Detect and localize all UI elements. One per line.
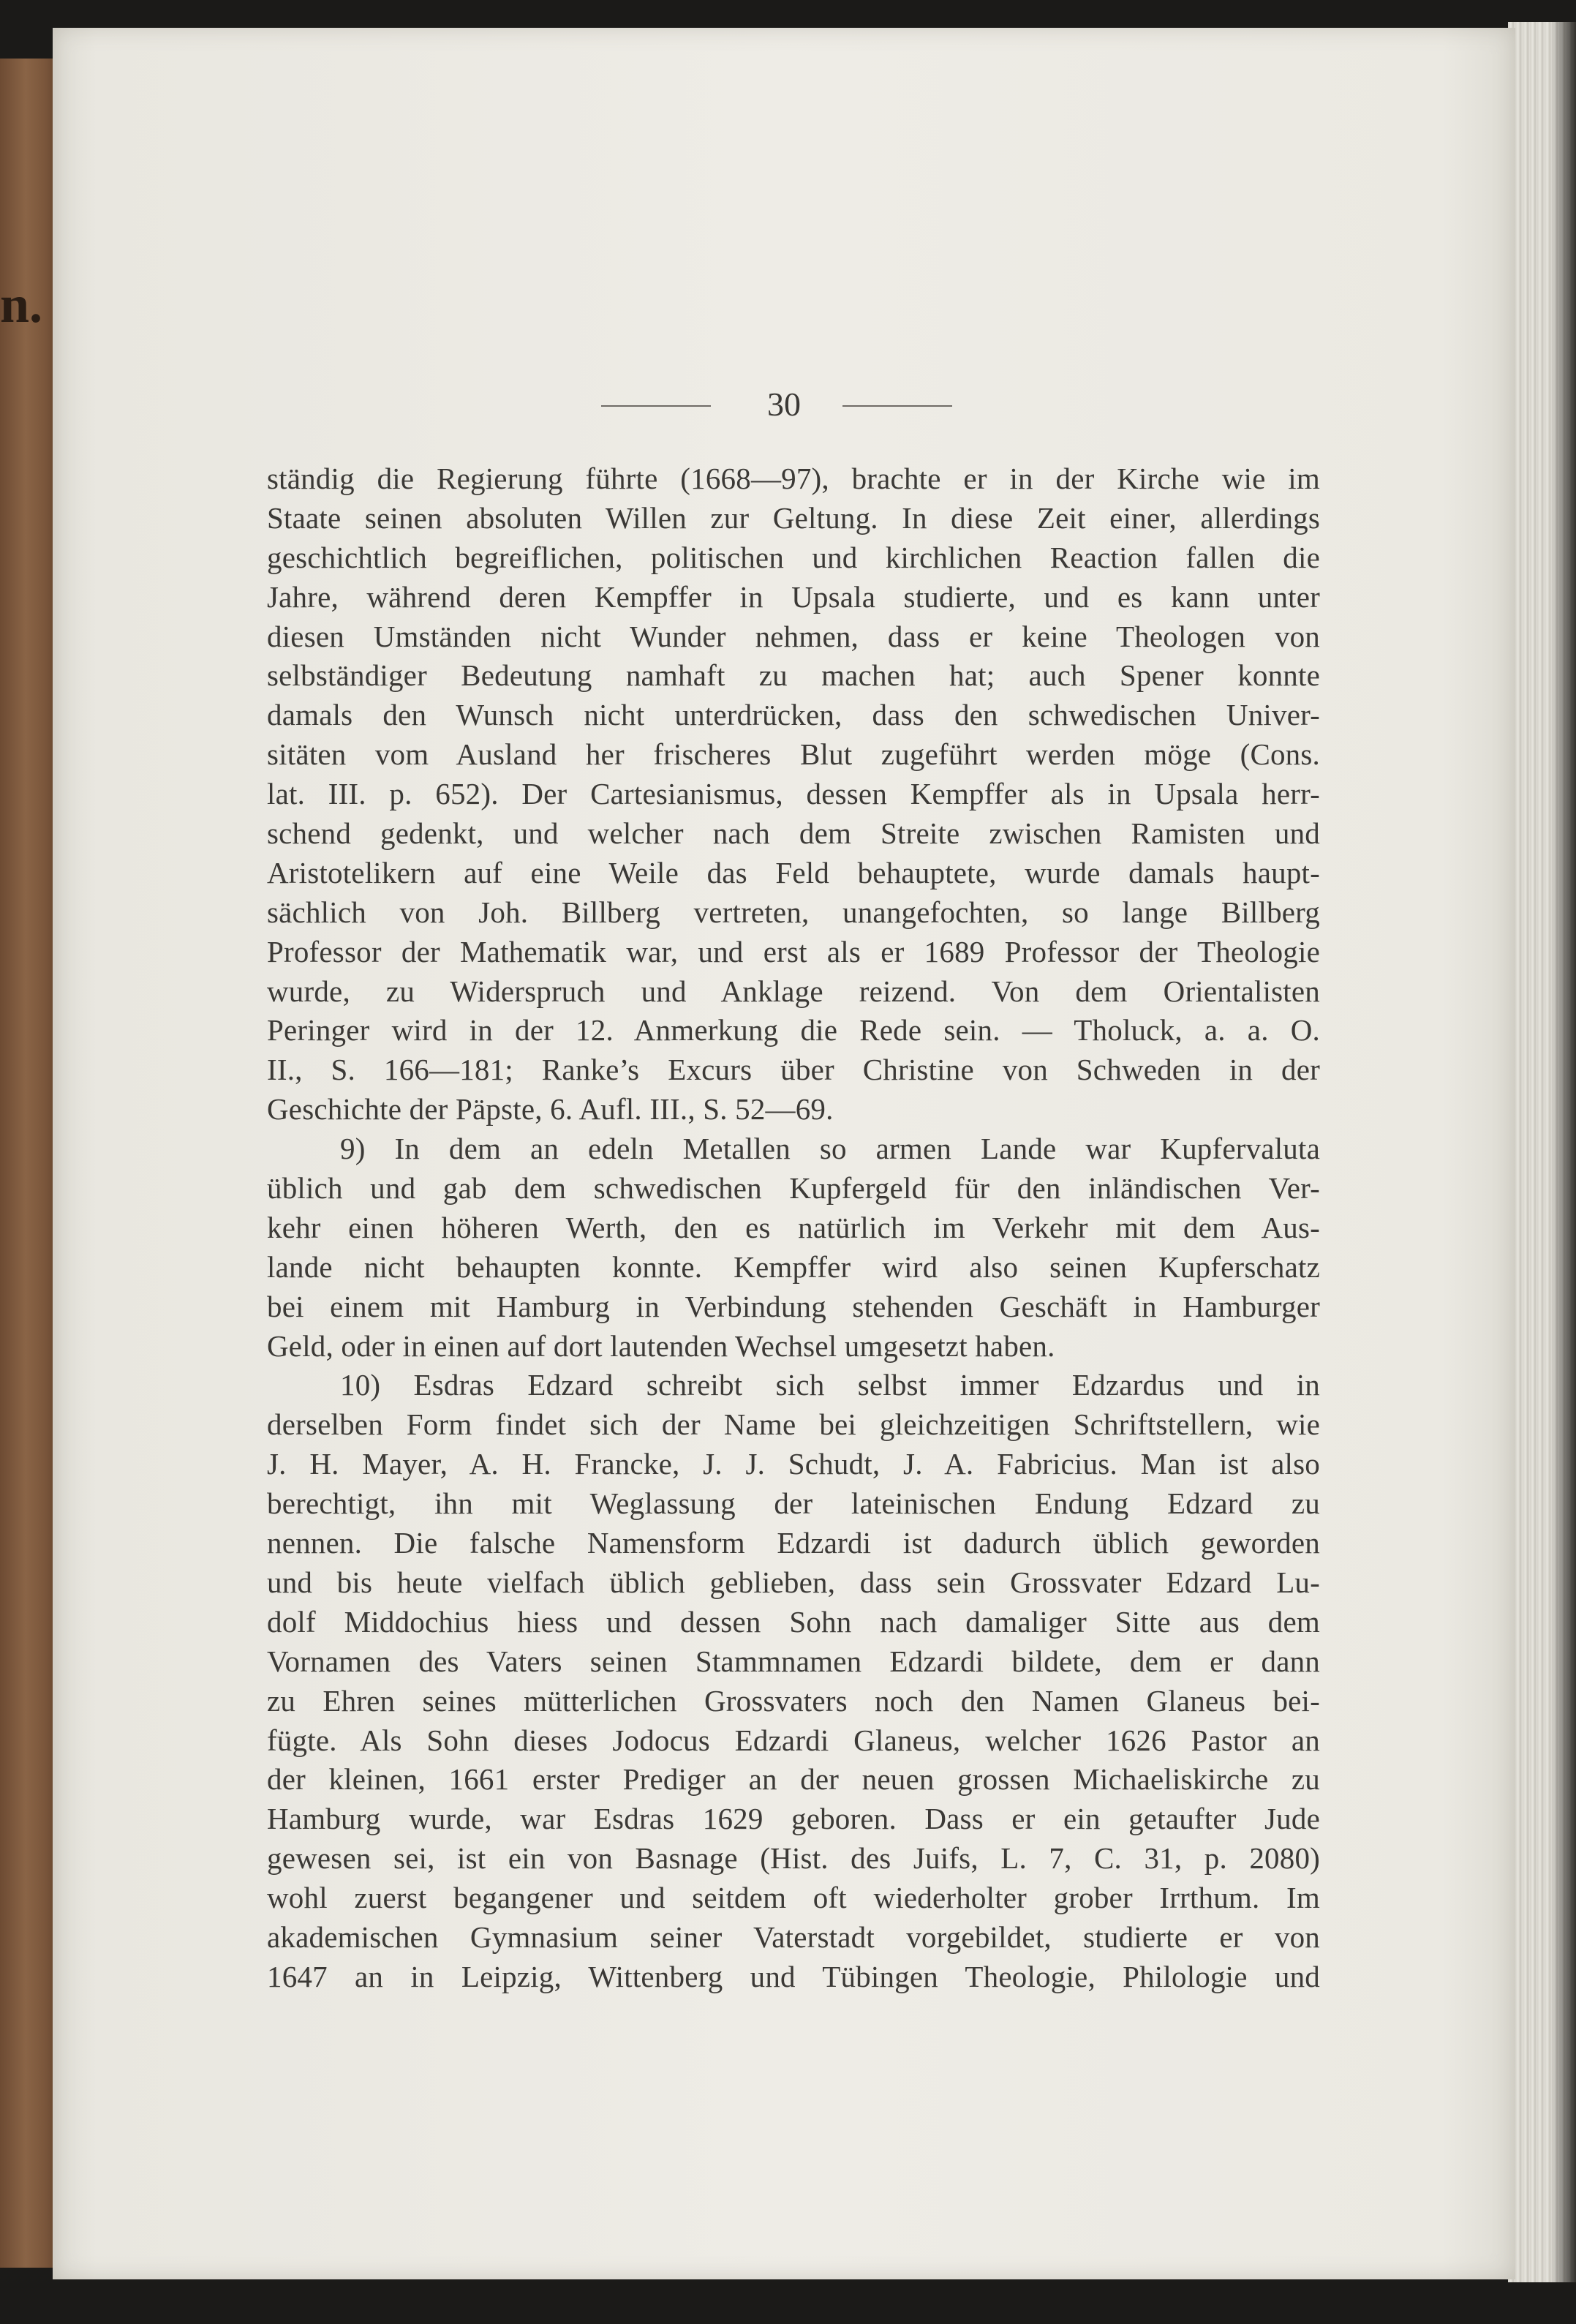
text-line: der kleinen, 1661 erster Prediger an der neuen grossen Michaeliskirche zu [267,1762,1320,1797]
text-line: Hamburg wurde, war Esdras 1629 geboren. Dass er ein getaufter Jude [267,1802,1320,1836]
text-line: ständig die Regierung führte (1668—97), brachte er in der Kirche wie im [267,462,1320,495]
text-line: nennen. Die falsche Namensform Edzardi ist dadurch üblich geworden [267,1526,1320,1560]
text-line: 1647 an in Leipzig, Wittenberg und Tübingen Theologie, Philologie und [267,1959,1320,1993]
text-line: J. H. Mayer, A. H. Francke, J. J. Schudt, J. A. Fabricius. Man ist also [267,1447,1320,1481]
text-line: akademischen Gymnasium seiner Vaterstadt vorgebildet, studierte er von [267,1919,1320,1954]
footnote-10-start: 10) Esdras Edzard schreibt sich selbst immer Edzardus und in [340,1368,1320,1402]
text-line: Jahre, während deren Kempffer in Upsala studierte, und es kann unter [267,579,1320,614]
text-line: schend gedenkt, und welcher nach dem Streite zwischen Ramisten und [267,816,1320,851]
text-line: diesen Umständen nicht Wunder nehmen, dass er keine Theologen von [267,619,1320,653]
page-edge-shadow [1550,22,1576,2282]
footnote-9-start: 9) In dem an edeln Metallen so armen Lande war Kupfervaluta [340,1132,1320,1166]
text-line: wohl zuerst begangener und seitdem oft wiederholter grober Irrthum. Im [267,1881,1320,1915]
text-line: kehr einen höheren Werth, den es natürlich im Verkehr mit dem Aus- [267,1210,1320,1244]
text-line: lat. III. p. 652). Der Cartesianismus, dessen Kempffer als in Upsala herr- [267,777,1320,811]
text-line: zu Ehren seines mütterlichen Grossvaters noch den Namen Glaneus bei- [267,1683,1320,1718]
text-line: Professor der Mathematik war, und erst als er 1689 Professor der Theologie [267,934,1320,969]
page-header [601,379,967,430]
text-line: sitäten vom Ausland her frischeres Blut zugeführt werden möge (Cons. [267,737,1320,772]
binding-text-fragment: n. [0,275,43,334]
text-line: Vornamen des Vaters seinen Stammnamen Edzardi bildete, dem er dann [267,1644,1320,1678]
text-line: derselben Form findet sich der Name bei gleichzeitigen Schriftstellern, wie [267,1407,1320,1442]
header-rule-left [601,405,711,407]
header-rule-right [842,405,952,407]
text-line: sächlich von Joh. Billberg vertreten, unangefochten, so lange Billberg [267,895,1320,929]
text-line: Peringer wird in der 12. Anmerkung die Rede sein. — Tholuck, a. a. O. [267,1013,1320,1048]
text-line: Geschichte der Päpste, 6. Aufl. III., S. 52—69. [267,1092,834,1127]
body-text [267,459,1320,1997]
text-line: dolf Middochius hiess und dessen Sohn nach damaliger Sitte aus dem [267,1604,1320,1639]
text-line: üblich und gab dem schwedischen Kupfergeld für den inländischen Ver- [267,1171,1320,1206]
text-line: Aristotelikern auf eine Weile das Feld behauptete, wurde damals haupt- [267,855,1320,890]
text-line: geschichtlich begreiflichen, politischen und kirchlichen Reaction fallen die [267,540,1320,574]
text-line: und bis heute vielfach üblich geblieben, dass sein Grossvater Edzard Lu- [267,1565,1320,1599]
text-line: damals den Wunsch nicht unterdrücken, dass den schwedischen Univer- [267,698,1320,732]
text-line: gewesen sei, ist ein von Basnage (Hist. des Juifs, L. 7, C. 31, p. 2080) [267,1841,1320,1876]
text-line: selbständiger Bedeutung namhaft zu machen hat; auch Spener konnte [267,658,1320,693]
text-line: wurde, zu Widerspruch und Anklage reizend. Von dem Orientalisten [267,974,1320,1008]
text-line: Staate seinen absoluten Willen zur Geltung. In diese Zeit einer, allerdings [267,500,1320,535]
text-line: berechtigt, ihn mit Weglassung der lateinischen Endung Edzard zu [267,1486,1320,1521]
text-line: bei einem mit Hamburg in Verbindung stehenden Geschäft in Hamburger [267,1289,1320,1323]
text-line: Geld, oder in einen auf dort lautenden Wechsel umgesetzt haben. [267,1328,1055,1363]
page-number: 30 [767,386,801,423]
text-line: fügte. Als Sohn dieses Jodocus Edzardi Glaneus, welcher 1626 Pastor an [267,1723,1320,1757]
text-line: II., S. 166—181; Ranke’s Excurs über Christine von Schweden in der [267,1053,1320,1087]
text-line: lande nicht behaupten konnte. Kempffer wird also seinen Kupferschatz [267,1249,1320,1284]
